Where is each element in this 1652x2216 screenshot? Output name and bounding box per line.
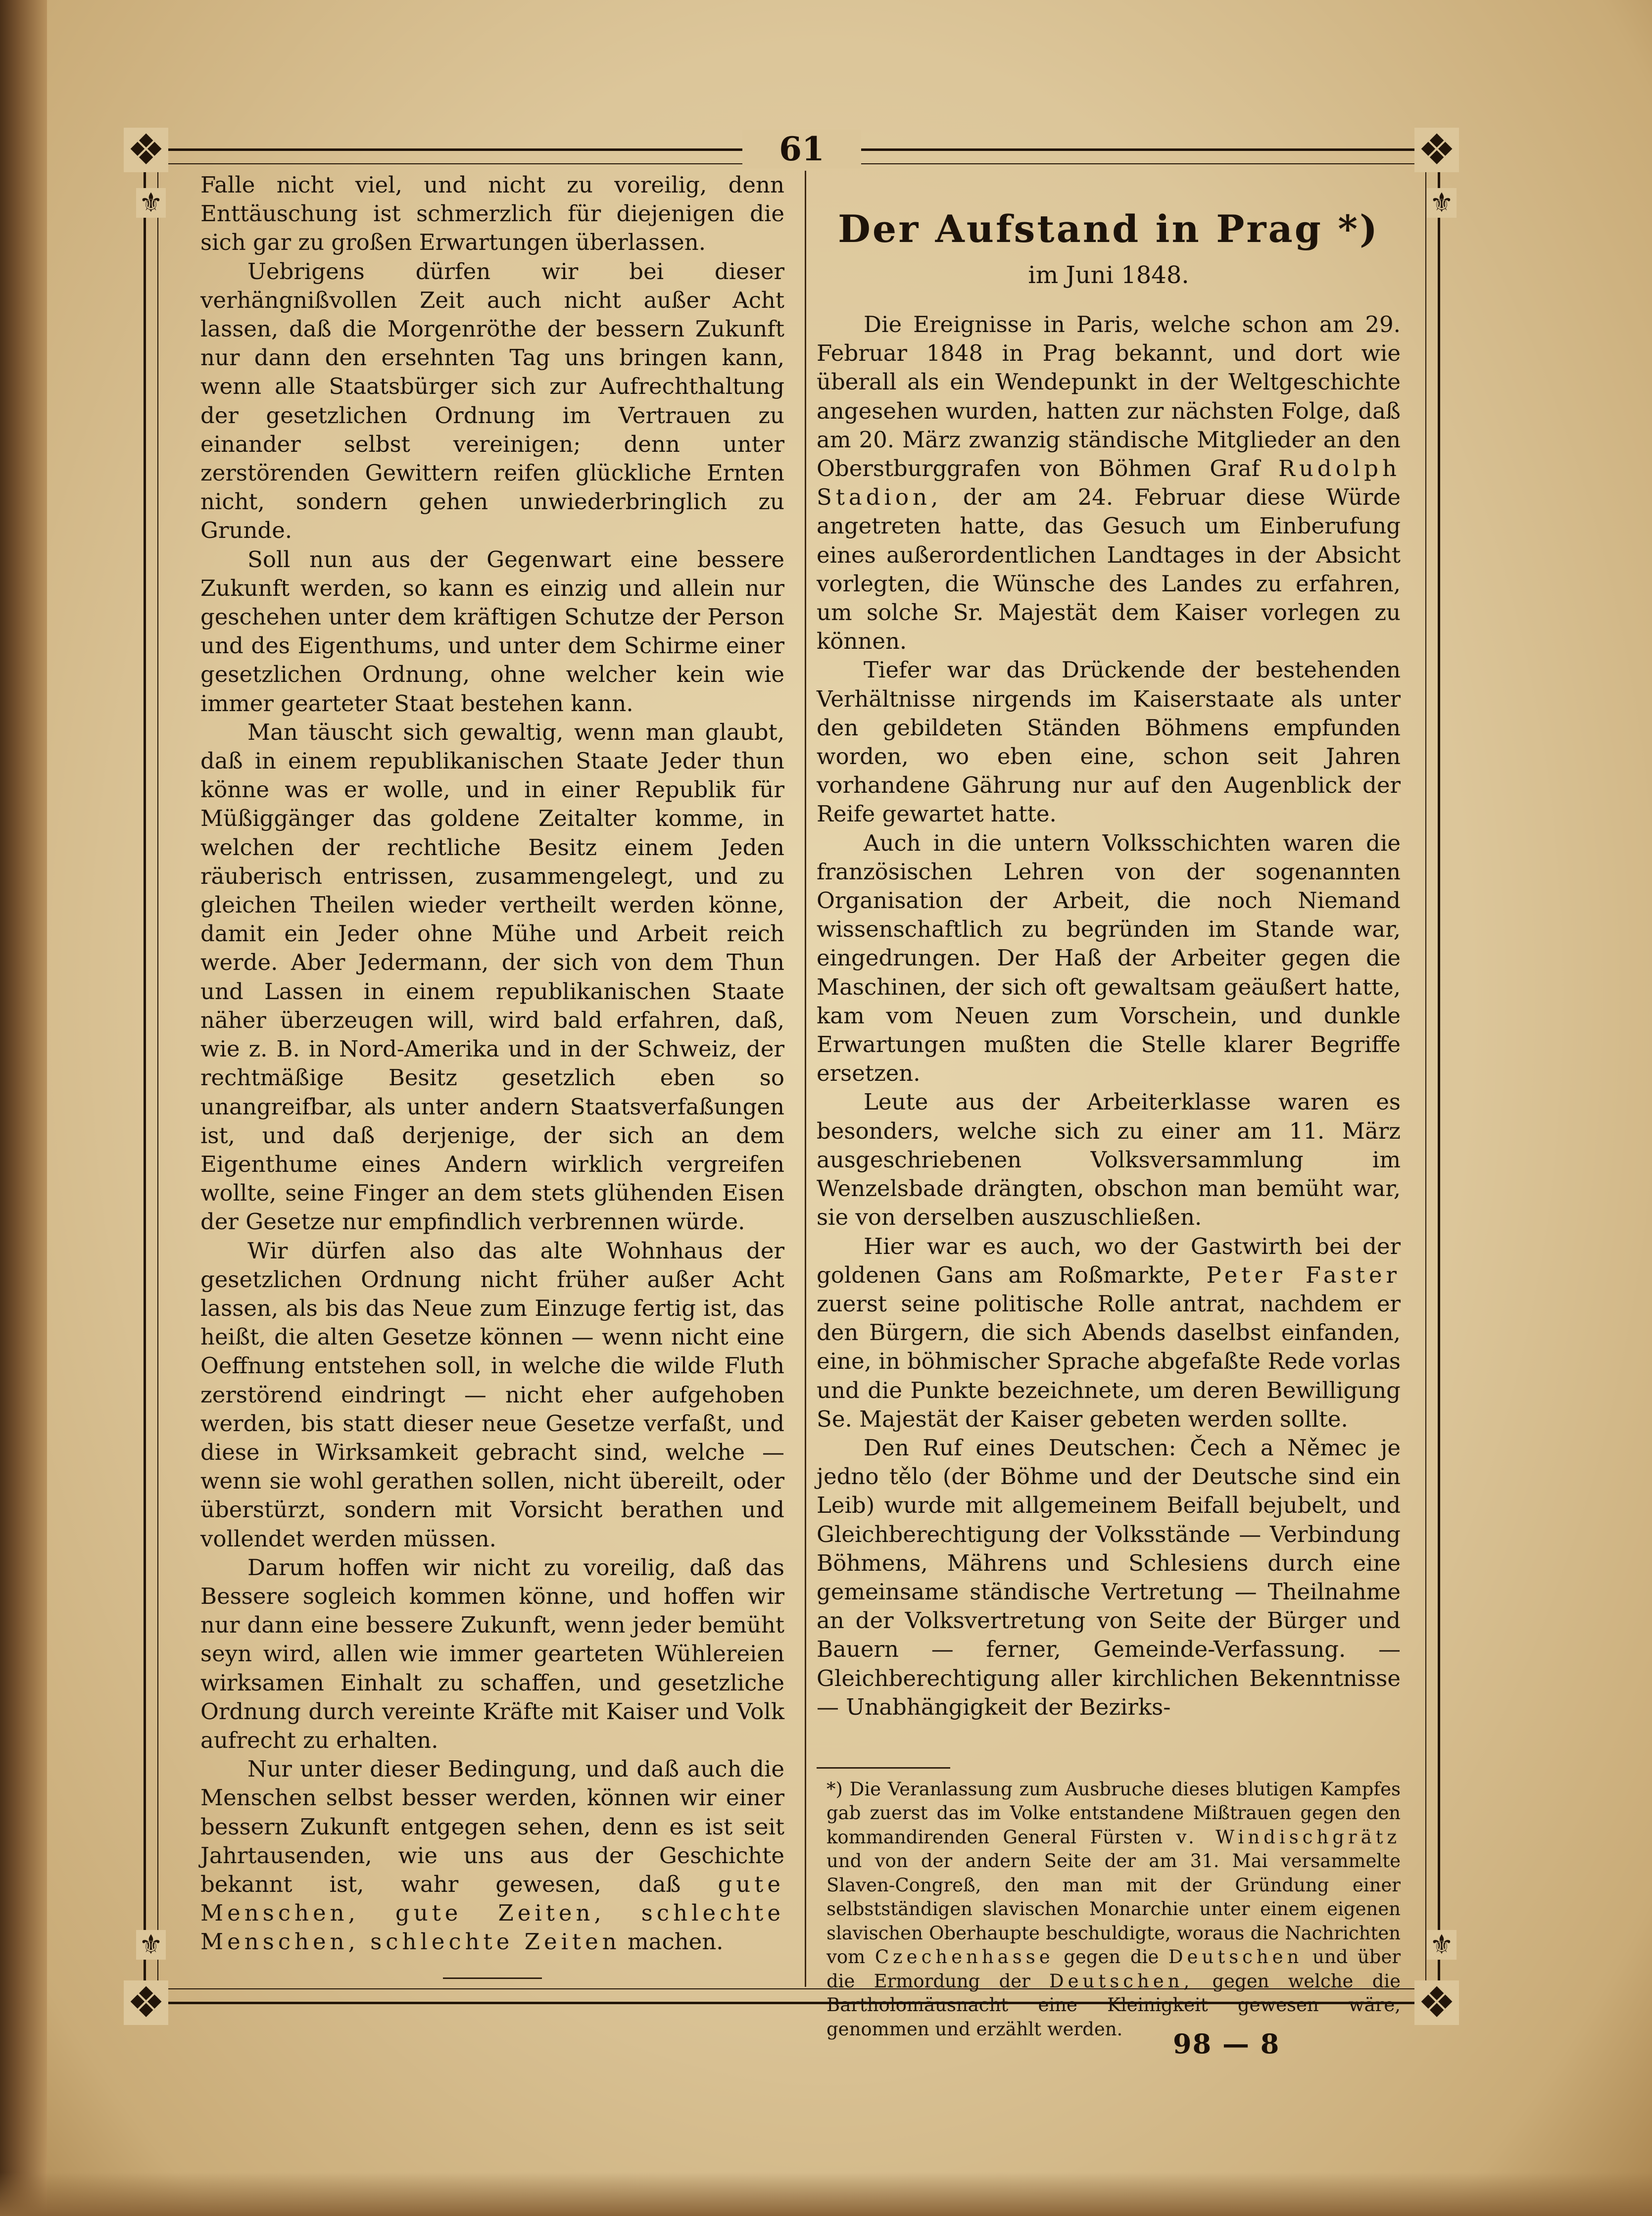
paragraph: Wir dürfen also das alte Wohnhaus der gesetzlichen Ordnung nicht früher außer Acht lassen, als bis das Neue zum Einzuge fertig ist, das heißt, die alten Gesetze können — wenn nicht eine Oeffnung entstehen soll, in welche die wilde Fluth zerstörend eindringt — nicht eher aufgehoben werden, bis statt dieser neue Gesetze verfaßt, und diese in Wirksamkeit gebracht sind, welche — wenn sie wohl gerathen sollen, nicht übereilt, oder überstürzt, sondern mit Vorsicht berathen und vollendet werden müssen. <box>200 1237 784 1552</box>
page-number: 61 <box>742 130 861 168</box>
corner-ornament-icon: ❖ <box>1414 128 1459 172</box>
printer-signature: 98 — 8 <box>1173 2028 1280 2060</box>
czech-phrase: Čech a Němec je jedno tělo <box>817 1434 1401 1490</box>
border-flourish-icon: ⚜ <box>1427 1930 1457 1960</box>
text-run: Nur unter dieser Bedingung, und daß auch die Menschen selbst besser werden, können wir einer bessern Zukunft entgegen sehen, denn es ist seit Jahrtausenden, wie uns aus der Geschichte bekannt ist, wahr gewesen, daß <box>200 1756 784 1897</box>
footnote <box>817 1778 1401 2042</box>
footnote-rule <box>817 1767 950 1769</box>
end-rule <box>443 1977 542 1979</box>
column-divider <box>805 171 806 1987</box>
text-run: Den Ruf eines Deutschen: <box>864 1434 1176 1461</box>
paragraph <box>817 310 1401 656</box>
text-run: machen. <box>628 1928 724 1955</box>
spaced-emphasis: Deutschen, <box>1049 1970 1194 1992</box>
paragraph: Uebrigens dürfen wir bei dieser verhängnißvollen Zeit auch nicht außer Acht lassen, daß die Morgenröthe der bessern Zukunft nur dann den ersehnten Tag uns bringen kann, wenn alle Staatsbürger sich zur Aufrechthaltung der gesetzlichen Ordnung im Vertrauen zu einander selbst vereinigen; denn unter zerstörenden Gewittern reifen glückliche Ernten nicht, sondern gehen unwiederbringlich zu Grunde. <box>200 258 784 544</box>
text-run: und über die Ermordung der <box>826 1946 1401 1992</box>
text-run: gegen die <box>1064 1946 1159 1968</box>
text-run: (der Böhme und der Deutsche sind ein Leib) wurde mit allgemeinem Beifall bejubelt, und Gleichberechtigung der Volksstände — Verbindung Böhmens, Mährens und Schlesiens durch eine gemeinsame ständische Vertretung — Theilnahme an der Volksvertretung von Seite der Bürger und Bauern — ferner, Gemeinde-Verfassung. — Gleichberechtigung aller kirchlichen Bekenntnisse — Unabhängigkeit der Bezirks- <box>817 1463 1401 1720</box>
border-flourish-icon: ⚜ <box>136 188 166 218</box>
text-run: gegen welche die Bartholomäusnacht eine Kleinigkeit gewesen wäre, genommen und erzählt werden. <box>826 1970 1401 2040</box>
paragraph: Auch in die untern Volksschichten waren die französischen Lehren von der sogenannten Organisation der Arbeit, die noch Niemand wissenschaftlich zu begründen im Stande war, eingedrungen. Der Haß der Arbeiter gegen die Maschinen, der sich oft gewaltsam geäußert hatte, kam vom Neuen zum Vorschein, und dunkle Erwartungen mußten die Stelle klarer Begriffe ersetzen. <box>817 829 1401 1087</box>
spaced-name: Rudolph Stadion, <box>817 455 1401 511</box>
right-column <box>817 171 1401 2041</box>
book-gutter <box>0 0 47 2216</box>
paragraph: Leute aus der Arbeiterklasse waren es besonders, welche sich zu einer am 11. März ausgeschriebenen Volksversammlung im Wenzelsbade drängten, obschon man bemüht war, sie von derselben auszuschließen. <box>817 1089 1401 1231</box>
paragraph <box>817 1434 1401 1722</box>
paragraph: Darum hoffen wir nicht zu voreilig, daß das Bessere sogleich kommen könne, und hoffen wir nur dann eine bessere Zukunft, wenn jeder bemüht seyn wird, allen wie immer gearteten Wühlereien wirksamen Einhalt zu schaffen, und gesetzliche Ordnung durch vereinte Kräfte mit Kaiser und Volk aufrecht zu erhalten. <box>200 1554 784 1753</box>
border-flourish-icon: ⚜ <box>1427 188 1457 218</box>
text-run: der am 24. Februar diese Würde angetreten hatte, das Gesuch um Einberufung eines außerordentlichen Landtages in der Absicht vorlegten, die Wünsche des Landes zu erfahren, um solche Sr. Majestät dem Kaiser vorlegen zu können. <box>817 484 1401 655</box>
spaced-emphasis: gute Menschen, gute Zeiten, schlechte Menschen, schlechte Zeiten <box>200 1871 784 1955</box>
article-subtitle: im Juni 1848. <box>1028 261 1189 289</box>
text-run: und von der andern Seite der am 31. Mai versammelte Slaven-Congreß, den man mit der Gründung einer selbstständigen slavischen Monarchie unter einem eigenen slavischen Oberhaupte beschuldigte, woraus die Nachrichten vom <box>826 1850 1401 1968</box>
spaced-name: Peter Faster <box>1206 1261 1401 1288</box>
spaced-emphasis: Czechenhasse <box>875 1946 1054 1968</box>
corner-ornament-icon: ❖ <box>124 1980 168 2025</box>
border-flourish-icon: ⚜ <box>136 1930 166 1960</box>
text-run: Die Ereignisse in Paris, welche schon am 29. Februar 1848 in Prag bekannt, und dort wie überall als ein Wendepunkt in der Weltgeschichte angesehen wurden, hatten zur nächsten Folge, daß am 20. März zwanzig ständische Mitglieder an den Oberstburggrafen von Böhmen Graf <box>817 311 1401 482</box>
article-title: Der Aufstand in Prag *) <box>838 207 1379 251</box>
corner-ornament-icon: ❖ <box>1414 1980 1459 2025</box>
paragraph: Soll nun aus der Gegenwart eine bessere Zukunft werden, so kann es einzig und allein nur geschehen unter dem kräftigen Schutze der Person und des Eigenthums, und unter dem Schirme einer gesetzlichen Ordnung, ohne welcher kein wie immer gearteter Staat bestehen kann. <box>200 546 784 717</box>
left-column <box>200 171 784 1979</box>
page-bottom-edge <box>0 2172 1652 2216</box>
paragraph: Tiefer war das Drückende der bestehenden Verhältnisse nirgends im Kaiserstaate als unter den gebildeten Ständen Böhmens empfunden worden, wo eben eine, schon seit Jahren vorhandene Gährung nur auf den Augenblick der Reife gewartet hatte. <box>817 657 1401 827</box>
paragraph: Falle nicht viel, und nicht zu voreilig, denn Enttäuschung ist schmerzlich für diejenigen die sich gar zu großen Erwartungen überlassen. <box>200 172 784 256</box>
corner-ornament-icon: ❖ <box>124 128 168 172</box>
spaced-emphasis: Deutschen <box>1168 1946 1303 1968</box>
paragraph <box>817 1232 1401 1434</box>
text-run: *) Die Veranlassung zum Ausbruche dieses blutigen Kampfes gab zuerst das im Volke entstandene Mißtrauen gegen den kommandirenden General Fürsten <box>826 1778 1401 1848</box>
spaced-name: v. Windischgrätz <box>1176 1826 1401 1848</box>
text-run: zuerst seine politische Rolle antrat, nachdem er den Bürgern, die sich Abends daselbst einfanden, eine, in böhmischer Sprache abgefaßte Rede vorlas und die Punkte bezeichnete, um deren Bewilligung Se. Majestät der Kaiser gebeten werden sollte. <box>817 1290 1401 1432</box>
text-run: Hier war es auch, wo der Gastwirth bei der goldenen Gans am Roßmarkte, <box>817 1233 1401 1288</box>
paragraph <box>200 1755 784 1956</box>
paragraph: Man täuscht sich gewaltig, wenn man glaubt, daß in einem republikanischen Staate Jeder thun könne was er wolle, und in einer Republik für Müßiggänger das goldene Zeitalter komme, in welchen der rechtliche Besitz einem Jeden räuberisch entrissen, zusammengelegt, und zu gleichen Theilen wieder vertheilt werden könne, damit ein Jeder ohne Mühe und Arbeit reich werde. Aber Jedermann, der sich von dem Thun und Lassen in einem republikanischen Staate näher überzeugen will, wird bald erfahren, daß, wie z. B. in Nord-Amerika und in der Schweiz, der rechtmäßige Besitz gesetzlich eben so unangreifbar, als unter andern Staatsverfaßungen ist, und daß derjenige, der sich an dem Eigenthume eines Andern wirklich vergreifen wollte, seine Finger an dem stets glühenden Eisen der Gesetze nur empfindlich verbrennen würde. <box>200 719 784 1235</box>
